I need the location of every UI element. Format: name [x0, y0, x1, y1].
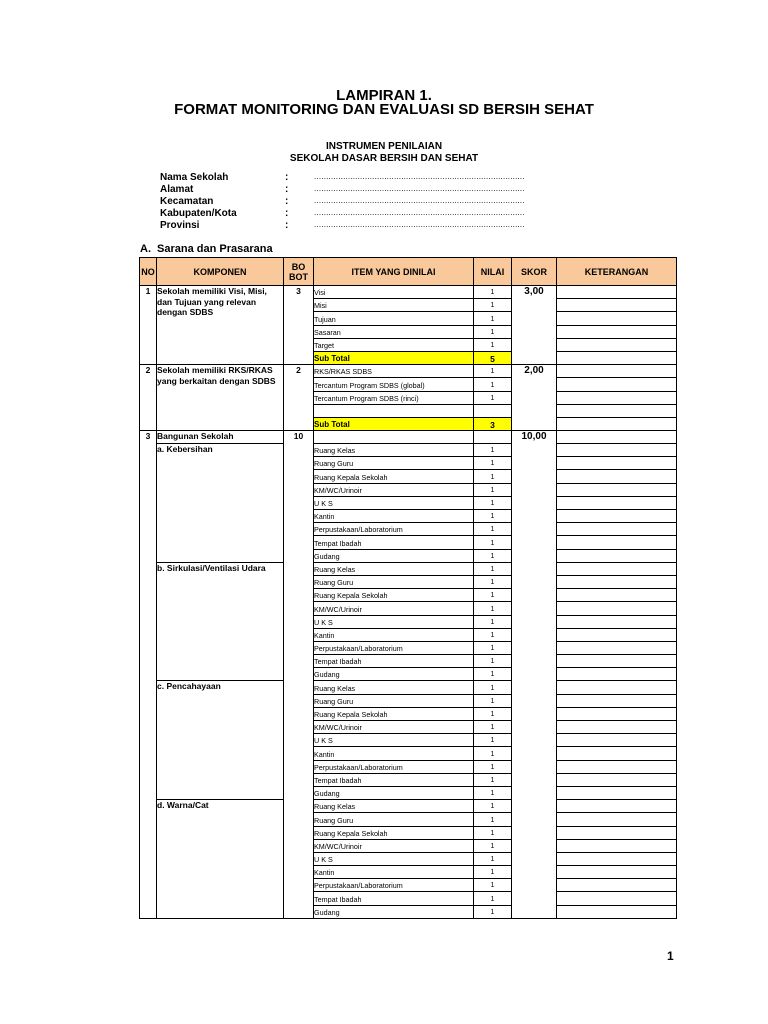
info-colon: : [285, 172, 289, 183]
item-label: Target [314, 338, 474, 351]
table-row [140, 681, 677, 694]
item-label: Tempat Ibadah [314, 892, 474, 905]
item-blank [314, 404, 474, 417]
item-nilai[interactable]: 1 [474, 905, 512, 918]
keterangan-cell[interactable] [557, 417, 677, 430]
header-keterangan: KETERANGAN [557, 258, 677, 286]
header-item: ITEM YANG DINILAI [314, 258, 474, 286]
item-blank [314, 430, 474, 443]
info-dotted-field[interactable]: ....................................................................................... [314, 172, 525, 181]
info-row-kecamatan [160, 196, 525, 208]
item-label: Ruang Kelas [314, 562, 474, 575]
header-nilai: NILAI [474, 258, 512, 286]
item-nilai[interactable]: 1 [474, 655, 512, 668]
section-heading [140, 243, 273, 255]
header-komponen: KOMPONEN [157, 258, 284, 286]
keterangan-cell[interactable] [557, 813, 677, 826]
row-number: 2 [140, 365, 157, 431]
info-row-nama-sekolah [160, 172, 525, 184]
component-name: Bangunan Sekolah [157, 430, 284, 443]
item-nilai[interactable]: 1 [474, 747, 512, 760]
keterangan-cell[interactable] [557, 668, 677, 681]
keterangan-cell[interactable] [557, 602, 677, 615]
keterangan-cell[interactable] [557, 404, 677, 417]
subtotal-value: 5 [474, 351, 512, 364]
table-row [140, 562, 677, 575]
table-body [140, 286, 677, 919]
item-label: RKS/RKAS SDBS [314, 365, 474, 378]
keterangan-cell[interactable] [557, 286, 677, 299]
item-label: Gudang [314, 786, 474, 799]
item-nilai[interactable]: 1 [474, 575, 512, 588]
item-label: KM/WC/Urinoir [314, 483, 474, 496]
item-nilai[interactable]: 1 [474, 562, 512, 575]
item-nilai[interactable]: 1 [474, 721, 512, 734]
item-nilai[interactable]: 1 [474, 800, 512, 813]
item-label: Ruang Guru [314, 694, 474, 707]
keterangan-cell[interactable] [557, 707, 677, 720]
info-row-provinsi [160, 220, 525, 232]
keterangan-cell[interactable] [557, 338, 677, 351]
item-label: Ruang Kelas [314, 444, 474, 457]
table-row [140, 430, 677, 443]
item-nilai[interactable]: 1 [474, 879, 512, 892]
item-label: KM/WC/Urinoir [314, 839, 474, 852]
item-nilai[interactable]: 1 [474, 365, 512, 378]
skor-value: 2,00 [512, 365, 557, 431]
header-bobot-line1: BO [291, 261, 306, 272]
header-bobot-line2: BOT [289, 271, 308, 282]
info-colon: : [285, 220, 289, 231]
item-nilai[interactable]: 1 [474, 668, 512, 681]
table-row [140, 365, 677, 378]
info-colon: : [285, 208, 289, 219]
info-colon: : [285, 184, 289, 195]
info-label: Nama Sekolah [160, 172, 229, 183]
item-nilai[interactable]: 1 [474, 496, 512, 509]
item-nilai[interactable]: 1 [474, 483, 512, 496]
keterangan-cell[interactable] [557, 655, 677, 668]
component-name: Sekolah memiliki Visi, Misi, dan Tujuan yang relevan dengan SDBS [157, 286, 284, 365]
item-label: KM/WC/Urinoir [314, 721, 474, 734]
item-nilai[interactable]: 1 [474, 866, 512, 879]
subcategory-name: d. Warna/Cat [157, 800, 284, 919]
info-label: Alamat [160, 184, 194, 195]
item-nilai[interactable]: 1 [474, 615, 512, 628]
item-label: Tercantum Program SDBS (rinci) [314, 391, 474, 404]
keterangan-cell[interactable] [557, 852, 677, 865]
item-nilai[interactable]: 1 [474, 312, 512, 325]
school-info [160, 172, 525, 232]
item-label: Perpustakaan/Laboratorium [314, 523, 474, 536]
item-nilai[interactable]: 1 [474, 378, 512, 391]
item-label: U K S [314, 734, 474, 747]
item-nilai[interactable]: 1 [474, 826, 512, 839]
item-label: Tempat Ibadah [314, 655, 474, 668]
info-dotted-field[interactable]: ....................................................................................... [314, 208, 525, 217]
keterangan-cell[interactable] [557, 694, 677, 707]
info-label: Provinsi [160, 220, 200, 231]
skor-value: 3,00 [512, 286, 557, 365]
item-nilai[interactable]: 1 [474, 786, 512, 799]
item-label: Kantin [314, 747, 474, 760]
subtotal-label: Sub Total [314, 351, 474, 364]
instrument-title: INSTRUMEN PENILAIAN [325, 141, 443, 152]
skor-value: 10,00 [512, 430, 557, 918]
section-letter: A. [140, 243, 151, 255]
info-label: Kecamatan [160, 196, 214, 207]
info-row-alamat [160, 184, 525, 196]
section-title: Sarana dan Prasarana [157, 243, 273, 255]
row-number: 3 [140, 430, 157, 918]
keterangan-cell[interactable] [557, 747, 677, 760]
item-label: Kantin [314, 510, 474, 523]
info-label: Kabupaten/Kota [160, 208, 237, 219]
item-label: Ruang Kelas [314, 800, 474, 813]
keterangan-cell[interactable] [557, 615, 677, 628]
header-skor: SKOR [512, 258, 557, 286]
item-nilai[interactable]: 1 [474, 536, 512, 549]
keterangan-cell[interactable] [557, 734, 677, 747]
subcategory-name: a. Kebersihan [157, 444, 284, 563]
item-nilai[interactable]: 1 [474, 694, 512, 707]
info-dotted-field[interactable]: ....................................................................................... [314, 184, 525, 193]
item-label: Kantin [314, 628, 474, 641]
keterangan-cell[interactable] [557, 800, 677, 813]
keterangan-cell[interactable] [557, 523, 677, 536]
item-nilai[interactable]: 1 [474, 391, 512, 404]
item-nilai[interactable]: 1 [474, 286, 512, 299]
keterangan-cell[interactable] [557, 681, 677, 694]
keterangan-cell[interactable] [557, 536, 677, 549]
item-label: Ruang Guru [314, 813, 474, 826]
item-label: Tercantum Program SDBS (global) [314, 378, 474, 391]
subcategory-name: b. Sirkulasi/Ventilasi Udara [157, 562, 284, 681]
item-label: Ruang Guru [314, 457, 474, 470]
item-label: Sasaran [314, 325, 474, 338]
item-nilai[interactable]: 1 [474, 707, 512, 720]
keterangan-cell[interactable] [557, 826, 677, 839]
item-nilai[interactable]: 1 [474, 760, 512, 773]
keterangan-cell[interactable] [557, 641, 677, 654]
document-title: LAMPIRAN 1. [336, 87, 432, 104]
keterangan-cell[interactable] [557, 839, 677, 852]
item-label: Ruang Kepala Sekolah [314, 470, 474, 483]
item-nilai[interactable]: 1 [474, 510, 512, 523]
bobot-value: 2 [284, 365, 314, 431]
info-row-kabupaten-kota [160, 208, 525, 220]
item-label: Tempat Ibadah [314, 536, 474, 549]
document-subtitle: FORMAT MONITORING DAN EVALUASI SD BERSIH SEHAT [174, 101, 594, 118]
keterangan-cell[interactable] [557, 866, 677, 879]
component-name: Sekolah memiliki RKS/RKAS yang berkaitan dengan SDBS [157, 365, 284, 431]
keterangan-cell[interactable] [557, 549, 677, 562]
item-nilai[interactable]: 1 [474, 892, 512, 905]
keterangan-cell[interactable] [557, 312, 677, 325]
item-nilai[interactable]: 1 [474, 852, 512, 865]
instrument-subtitle: SEKOLAH DASAR BERSIH DAN SEHAT [289, 153, 479, 164]
item-nilai[interactable]: 1 [474, 470, 512, 483]
keterangan-cell[interactable] [557, 721, 677, 734]
table-row [140, 800, 677, 813]
info-colon: : [285, 196, 289, 207]
item-nilai[interactable]: 1 [474, 523, 512, 536]
item-nilai[interactable]: 1 [474, 773, 512, 786]
table-row [140, 444, 677, 457]
item-nilai[interactable]: 1 [474, 813, 512, 826]
item-label: Tujuan [314, 312, 474, 325]
keterangan-cell[interactable] [557, 589, 677, 602]
item-nilai[interactable]: 1 [474, 681, 512, 694]
subcategory-name: c. Pencahayaan [157, 681, 284, 800]
page-number: 1 [667, 949, 674, 963]
subtotal-value: 3 [474, 417, 512, 430]
item-label: U K S [314, 852, 474, 865]
item-label: Gudang [314, 549, 474, 562]
item-nilai[interactable]: 1 [474, 602, 512, 615]
bobot-value: 10 [284, 430, 314, 918]
keterangan-cell[interactable] [557, 365, 677, 378]
keterangan-cell[interactable] [557, 562, 677, 575]
item-nilai[interactable]: 1 [474, 628, 512, 641]
keterangan-cell[interactable] [557, 444, 677, 457]
item-nilai[interactable]: 1 [474, 338, 512, 351]
row-number: 1 [140, 286, 157, 365]
item-label: Ruang Kelas [314, 681, 474, 694]
keterangan-cell[interactable] [557, 892, 677, 905]
item-label: Ruang Guru [314, 575, 474, 588]
assessment-table [139, 257, 677, 919]
table-row [140, 286, 677, 299]
nilai-blank[interactable] [474, 430, 512, 443]
item-label: Gudang [314, 905, 474, 918]
item-label: U K S [314, 615, 474, 628]
item-label: Gudang [314, 668, 474, 681]
item-label: Ruang Kepala Sekolah [314, 589, 474, 602]
item-label: KM/WC/Urinoir [314, 602, 474, 615]
nilai-blank[interactable] [474, 404, 512, 417]
keterangan-cell[interactable] [557, 496, 677, 509]
item-label: Misi [314, 299, 474, 312]
item-label: Ruang Kepala Sekolah [314, 826, 474, 839]
keterangan-cell[interactable] [557, 773, 677, 786]
keterangan-cell[interactable] [557, 510, 677, 523]
bobot-value: 3 [284, 286, 314, 365]
assessment-table-wrapper [139, 257, 676, 919]
item-nilai[interactable]: 1 [474, 549, 512, 562]
item-nilai[interactable]: 1 [474, 457, 512, 470]
keterangan-cell[interactable] [557, 879, 677, 892]
keterangan-cell[interactable] [557, 325, 677, 338]
keterangan-cell[interactable] [557, 391, 677, 404]
keterangan-cell[interactable] [557, 760, 677, 773]
item-label: Perpustakaan/Laboratorium [314, 760, 474, 773]
keterangan-cell[interactable] [557, 470, 677, 483]
item-label: Tempat Ibadah [314, 773, 474, 786]
header-no: NO [140, 258, 157, 286]
info-dotted-field[interactable]: ....................................................................................... [314, 220, 525, 229]
item-nilai[interactable]: 1 [474, 839, 512, 852]
keterangan-cell[interactable] [557, 575, 677, 588]
keterangan-cell[interactable] [557, 483, 677, 496]
info-dotted-field[interactable]: ....................................................................................... [314, 196, 525, 205]
item-label: Ruang Kepala Sekolah [314, 707, 474, 720]
keterangan-cell[interactable] [557, 430, 677, 443]
keterangan-cell[interactable] [557, 457, 677, 470]
keterangan-cell[interactable] [557, 378, 677, 391]
item-label: Perpustakaan/Laboratorium [314, 641, 474, 654]
item-nilai[interactable]: 1 [474, 325, 512, 338]
item-nilai[interactable]: 1 [474, 299, 512, 312]
item-label: Kantin [314, 866, 474, 879]
keterangan-cell[interactable] [557, 905, 677, 918]
item-label: Visi [314, 286, 474, 299]
header-bobot [284, 258, 314, 286]
keterangan-cell[interactable] [557, 299, 677, 312]
item-nilai[interactable]: 1 [474, 444, 512, 457]
item-nilai[interactable]: 1 [474, 641, 512, 654]
item-label: Perpustakaan/Laboratorium [314, 879, 474, 892]
keterangan-cell[interactable] [557, 786, 677, 799]
table-header-row [140, 258, 677, 286]
item-label: U K S [314, 496, 474, 509]
keterangan-cell[interactable] [557, 351, 677, 364]
item-nilai[interactable]: 1 [474, 589, 512, 602]
subtotal-label: Sub Total [314, 417, 474, 430]
item-nilai[interactable]: 1 [474, 734, 512, 747]
keterangan-cell[interactable] [557, 628, 677, 641]
